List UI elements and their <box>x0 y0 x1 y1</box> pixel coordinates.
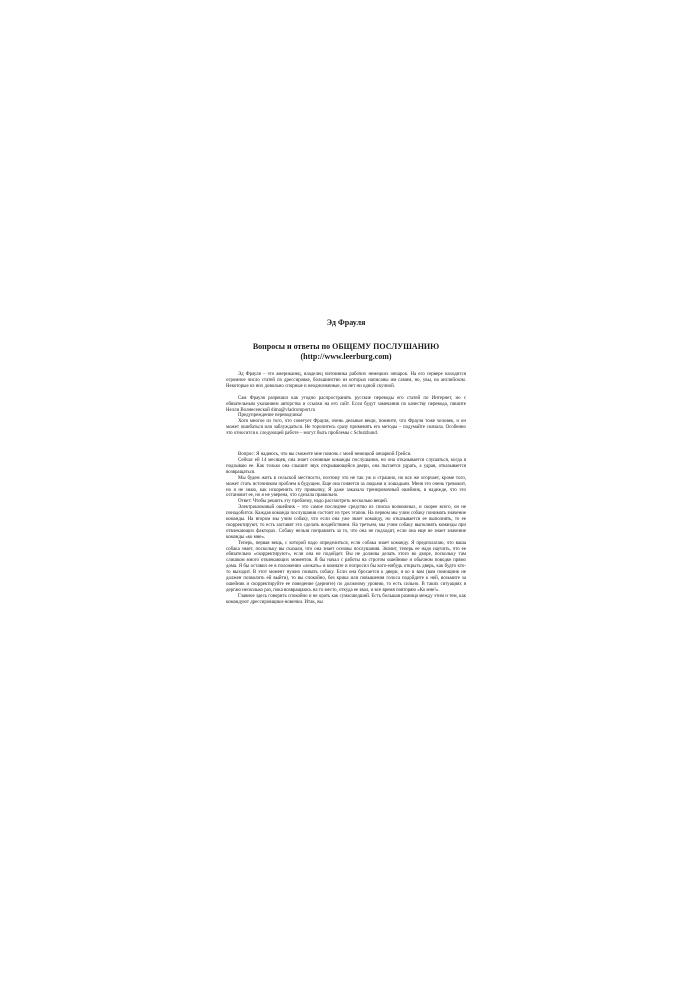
title-line-2: (http://www.leerburg.com) <box>300 352 392 361</box>
intro-paragraph-2: Сам Фрауля разрешил как угодно распространять русские переводы его статей по Интернет, но с обязательным указанием авторства и ссылки на его сайт. Если будут замечания по качеству перевода, пишите Нелли Волнесенской dima@vladcomport.ru <box>226 395 466 413</box>
intro-paragraph-1: Эд Фрауля – это американец, владелец питомника рабочих немецких овчарок. На его сервере находится огромное число статей по дрессировке, большинство из которых написаны им самим, но, увы, на английском. Некоторые из них довольно спорные и неоднозначные, но нет ни одной скучной. <box>226 372 466 389</box>
answer-paragraph: Ответ: Чтобы решить эту проблему, надо рассмотреть несколько вещей. <box>238 499 389 505</box>
body-paragraph-5: Электрошоковый ошейник – это самое последнее средство из списка возможных, и скорее всего, он не понадобится. Каждая команда послушания состоит из трех этапов. На первом мы учим собаку понимать значение команды. На втором мы учим собаку, что если она уже знает команду, но отказывается ее выполнять, то ее скорректируют, то есть заставят это сделать воздействием. На третьем, мы учим собаку выполнять команды при отвлекающих факторах. Собаку нельзя поправлять за то, что она не подходит, если она еще не знает значение команды «ко мне». <box>226 505 466 540</box>
body-paragraph-3: Мы будем жить в сельской местности, поэтому это не так уж и страшно, но все же огорчает, кроме того, может стать источником проблем в будущем. Еще она гоняется за людьми и лошадьми. Меня это очень тревожит, но я не знаю, как искоренить эту привычку, Я даже заказала тренировочный ошейник, в надежде, что это остановит ее, но я не уверена, что сделала правильно. <box>226 475 466 499</box>
document-page <box>226 318 466 606</box>
title-line-1: Вопросы и ответы по ОБЩЕМУ ПОСЛУШАНИЮ <box>252 342 440 351</box>
document-author: Эд Фрауля <box>326 318 366 327</box>
body-paragraph-2: Сейчас ей 14 месяцев, она знает основные команды послушания, но она отказывается слушаться, когда я подзываю ее. Как только она слышит звук открывающейся двери, она пытается удрать, а удрав, отказывается возвращаться. <box>226 457 466 475</box>
question-paragraph: Вопрос: Я надеюсь, что вы сможете мне помочь с моей немецкой овчаркой Грейси. <box>238 452 412 458</box>
body-paragraph-7: Главное здесь говорить спокойно и не орать как сумасшедший. Есть большая разница между этим и тем, как командуют дрессировщики-новички. Итак, вы <box>226 593 466 605</box>
translator-warning-heading: Предупреждение переводчика! <box>238 413 303 419</box>
document-title <box>226 342 466 362</box>
body-paragraph-6: Теперь, первая вещь, с которой надо определиться, если собака знает команду. Я предполагаю, что ваша собака знает, поскольку вы сказали, что она знает основы послушания. Значит, теперь ее надо научить, что ее обязательно «скорректируют», если она не подойдет. Вы не должны делать этого во дворе, поскольку там слишком много отвлекающих моментов. Я бы начал с работы на строгом ошейнике и обычном поводке прямо дома. Я бы оставил ее в положении «лежать» в комнате и попросил бы кого-нибудь открыть дверь, как будто кто-то выходит. В этот момент нужно позвать собаку. Если она бросается к двери, я ко и вам (вам помощник не должен позволить ей выйти), то вы спокойно, без крика или повышения голоса подойдите к ней, возьмите за ошейник и скорректируйте ее поведение (дерните) по должному уровню, то есть сильно. В таких ситуациях я дергаю несколько раз, пока возвращаюсь на то место, откуда ее звал, и все время повторяю «Ко мне!». <box>226 540 466 593</box>
translator-warning-text: Хотя многое из того, что советует Фрауля, очень дельные вещи, помните, что Фрауля тоже человек, и он может ошибаться или заблуждаться. Не торопитесь сразу применять его методы – подумайте сначала. Особенно это относится к следующей работе – могут быть проблемы с Schutzhund. <box>226 419 466 437</box>
